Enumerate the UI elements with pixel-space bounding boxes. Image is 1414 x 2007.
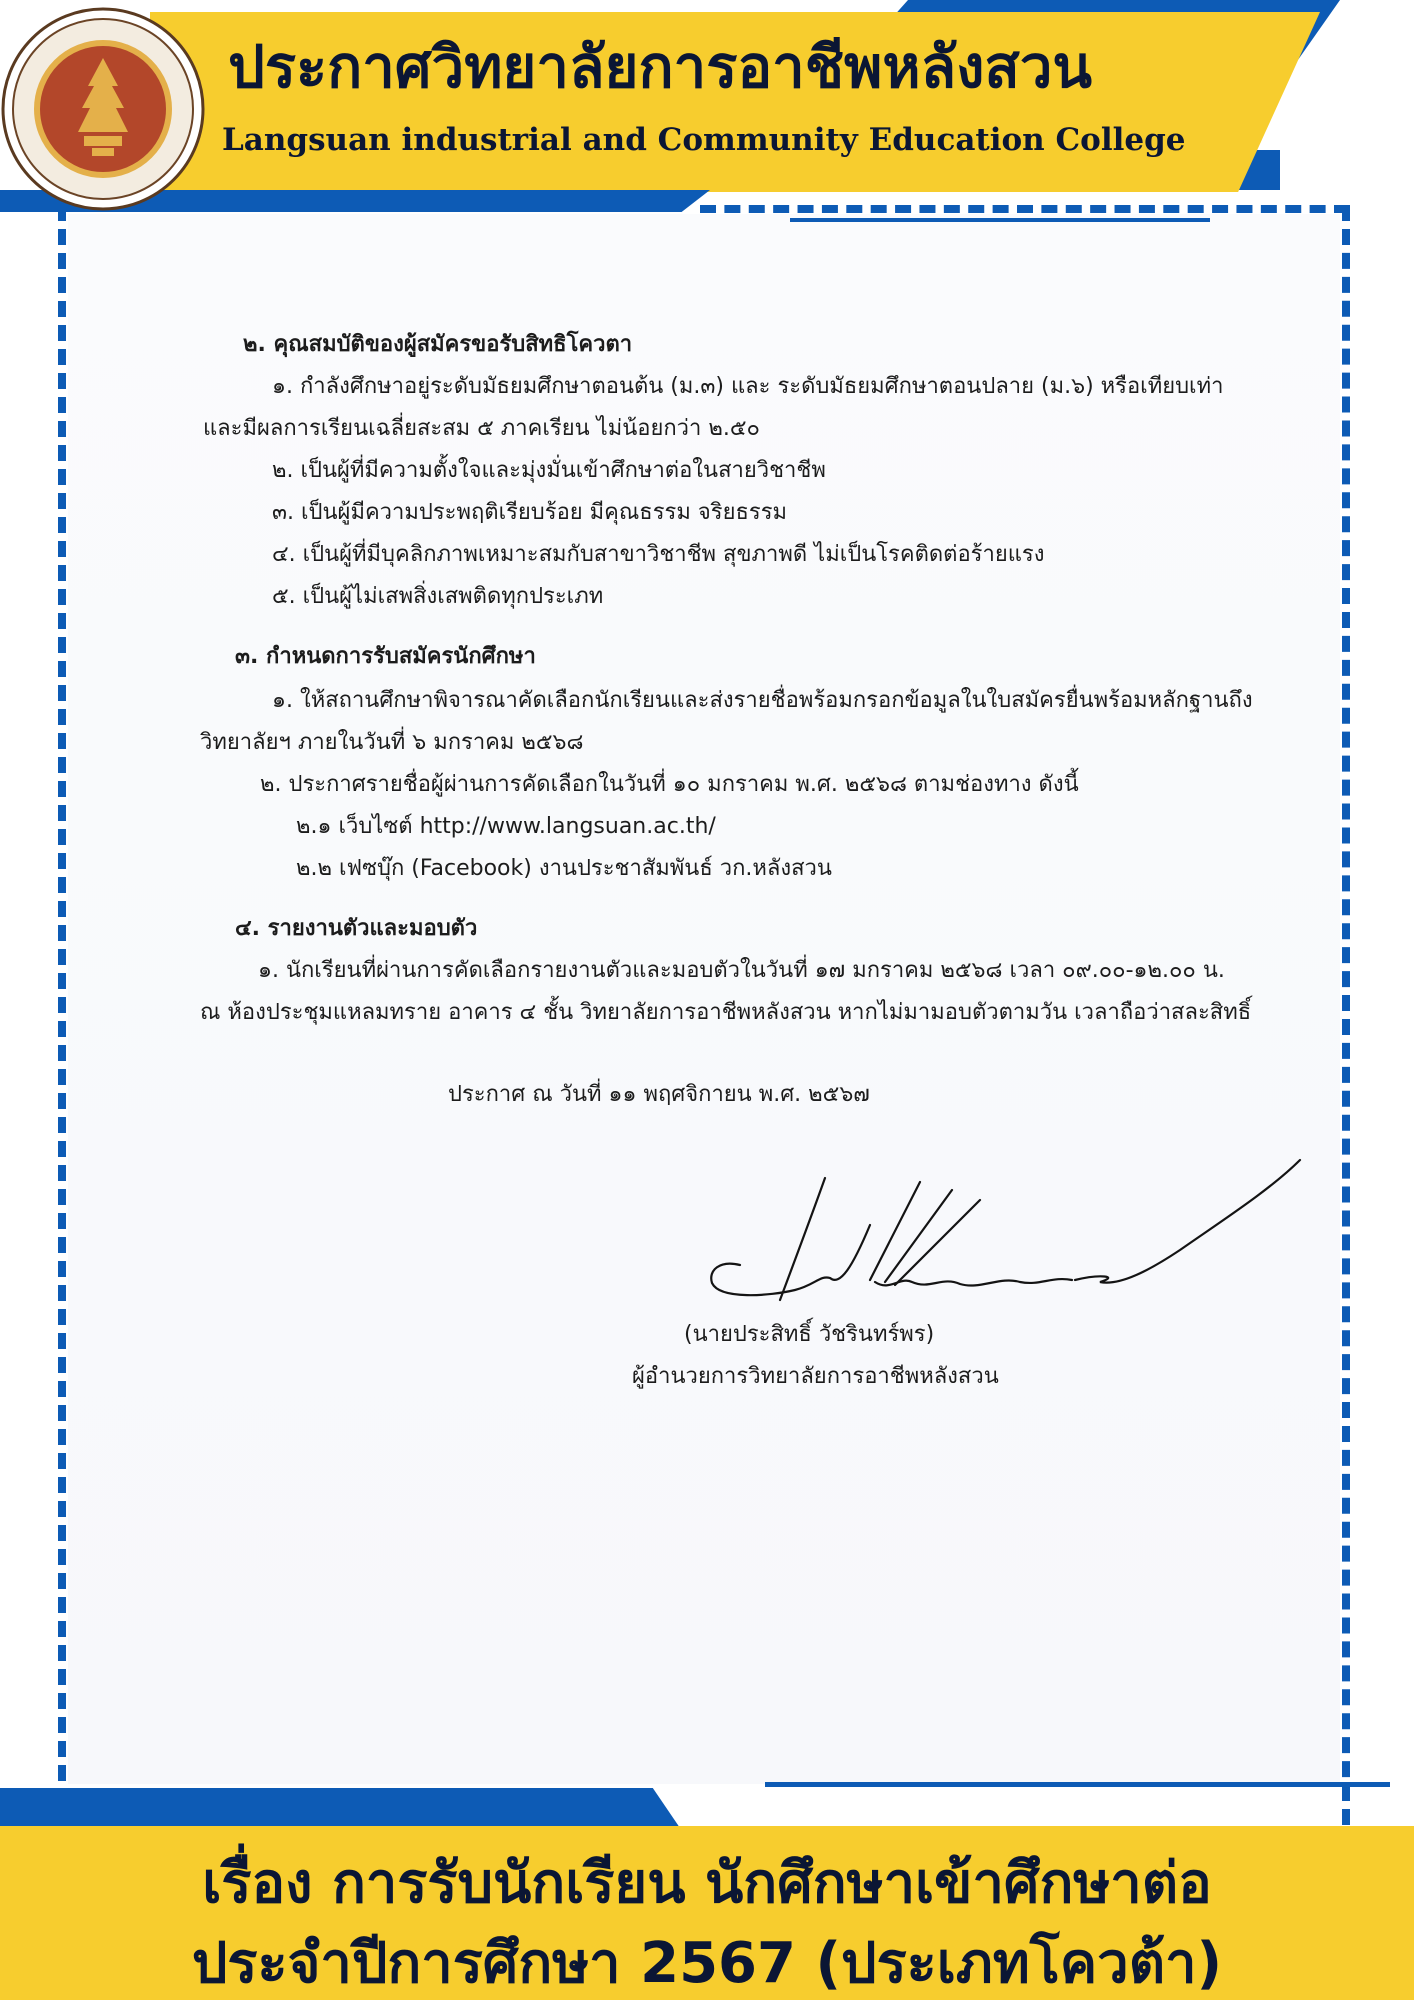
section-2-item-4: ๔. เป็นผู้ที่มีบุคลิกภาพเหมาะสมกับสาขาวิชาชีพ สุขภาพดี ไม่เป็นโรคติดต่อร้ายแรง (272, 542, 1045, 567)
page-title-english: Langsuan industrial and Community Education College (222, 122, 1186, 158)
signer-title: ผู้อำนวยการวิทยาลัยการอาชีพหลังสวน (632, 1364, 999, 1389)
section-3-heading: ๓. กำหนดการรับสมัครนักศึกษา (235, 644, 536, 669)
section-3-item-1b: วิทยาลัยฯ ภายในวันที่ ๖ มกราคม ๒๕๖๘ (200, 730, 584, 755)
page-title-thai: ประกาศวิทยาลัยการอาชีพหลังสวน (228, 33, 1093, 101)
section-2-item-1b: และมีผลการเรียนเฉลี่ยสะสม ๕ ภาคเรียน ไม่น้อยกว่า ๒.๕๐ (203, 416, 760, 441)
footer-subject-line-1: เรื่อง การรับนักเรียน นักศึกษาเข้าศึกษาต่อ (202, 1851, 1212, 1916)
frame-dashed-left (58, 205, 66, 1805)
section-4-item-1b: ณ ห้องประชุมแหลมทราย อาคาร ๔ ชั้น วิทยาลัยการอาชีพหลังสวน หากไม่มามอบตัวตามวัน เวลาถือว่าสละสิทธิ์ (200, 1000, 1252, 1025)
section-3-item-2-2: ๒.๒ เฟซบุ๊ก (Facebook) งานประชาสัมพันธ์ วก.หลังสวน (296, 856, 832, 881)
section-2-item-2: ๒. เป็นผู้ที่มีความตั้งใจและมุ่งมั่นเข้าศึกษาต่อในสายวิชาชีพ (272, 458, 826, 483)
signer-name: (นายประสิทธิ์ วัชรินทร์พร) (684, 1322, 935, 1347)
frame-top-line (790, 218, 1210, 222)
announcement-date: ประกาศ ณ วันที่ ๑๑ พฤศจิกายน พ.ศ. ๒๕๖๗ (448, 1082, 870, 1107)
college-seal-logo (0, 6, 206, 212)
footer-subject-line-2: ประจำปีการศึกษา 2567 (ประเภทโควต้า) (191, 1931, 1223, 1996)
section-3-item-2-1: ๒.๑ เว็บไซต์ http://www.langsuan.ac.th/ (296, 814, 716, 839)
section-2-item-1a: ๑. กำลังศึกษาอยู่ระดับมัธยมศึกษาตอนต้น (ม.๓) และ ระดับมัธยมศึกษาตอนปลาย (ม.๖) หรือเทียบเท่า (272, 374, 1224, 399)
section-2-item-5: ๕. เป็นผู้ไม่เสพสิ่งเสพติดทุกประเภท (272, 584, 604, 609)
section-2-heading: ๒. คุณสมบัติของผู้สมัครขอรับสิทธิโควตา (243, 332, 633, 357)
section-3-item-1a: ๑. ให้สถานศึกษาพิจารณาคัดเลือกนักเรียนและส่งรายชื่อพร้อมกรอกข้อมูลในใบสมัครยื่นพร้อมหลักฐานถึง (272, 688, 1253, 713)
signature-image (680, 1150, 1320, 1330)
section-2-item-3: ๓. เป็นผู้มีความประพฤติเรียบร้อย มีคุณธรรม จริยธรรม (272, 500, 788, 525)
section-4-heading: ๔. รายงานตัวและมอบตัว (235, 916, 478, 941)
section-4-item-1a: ๑. นักเรียนที่ผ่านการคัดเลือกรายงานตัวและมอบตัวในวันที่ ๑๗ มกราคม ๒๕๖๘ เวลา ๐๙.๐๐-๑๒.๐๐ น. (258, 958, 1225, 983)
frame-bottom-line (765, 1782, 1390, 1787)
section-3-item-2: ๒. ประกาศรายชื่อผู้ผ่านการคัดเลือกในวันที่ ๑๐ มกราคม พ.ศ. ๒๕๖๘ ตามช่องทาง ดังนี้ (260, 772, 1079, 797)
frame-dashed-right (1342, 205, 1350, 1825)
footer-blue-band (0, 1788, 680, 1828)
frame-dashed-top (700, 205, 1350, 213)
